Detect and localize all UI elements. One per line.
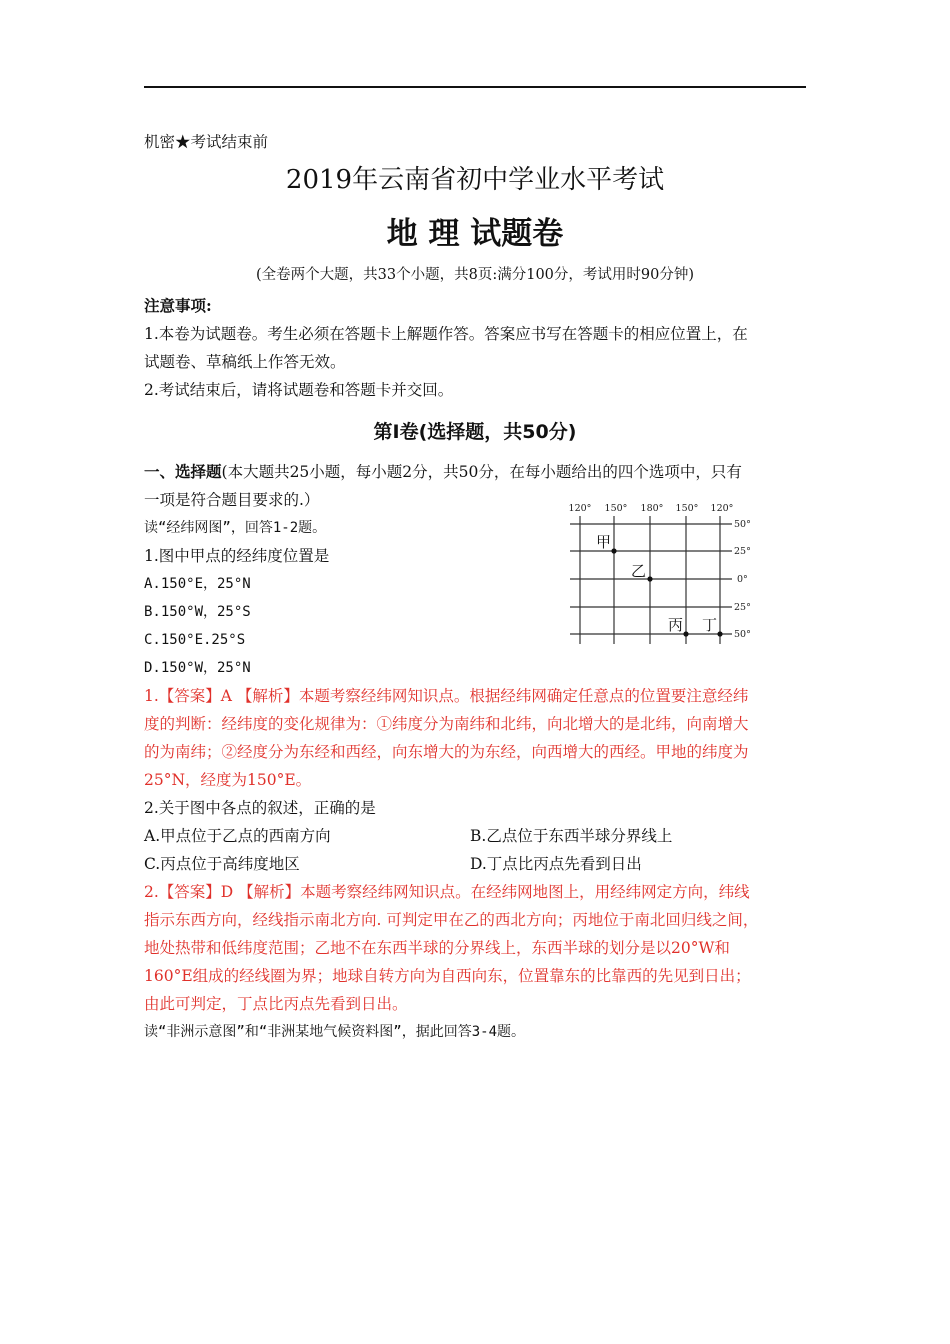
- point-jia-marker: [611, 548, 616, 553]
- notes-line: 试题卷、草稿纸上作答无效。: [144, 353, 346, 371]
- notes-heading: 注意事项:: [144, 296, 212, 315]
- lat-label: 50°: [734, 519, 751, 530]
- group2-prompt: 读“非洲示意图”和“非洲某地气候资料图”，据此回答3-4题。: [144, 1024, 525, 1040]
- point-jia-label: 甲: [596, 533, 612, 551]
- lon-label: 120°: [710, 503, 734, 514]
- q1-answer-line: 的为南纬；②经度分为东经和西经，向东增大的为东经，向西增大的西经。甲地的纬度为: [144, 743, 749, 761]
- notes-line: 2.考试结束后，请将试题卷和答题卡并交回。: [144, 381, 454, 399]
- q2-answer-line: 地处热带和低纬度范围；乙地不在东西半球的分界线上，东西半球的划分是以20°W和: [144, 939, 730, 957]
- graticule-figure: [560, 496, 760, 656]
- q1-option-c: C.150°E.25°S: [144, 632, 246, 648]
- q1-stem: 1.图中甲点的经纬度位置是: [144, 547, 330, 565]
- section-intro-text: (本大题共25小题，每小题2分，共50分，在每小题给出的四个选项中，只有: [221, 463, 742, 481]
- lon-label: 120°: [568, 503, 592, 514]
- q1-answer-line: 1.【答案】A 【解析】本题考察经纬网知识点。根据经纬网确定任意点的位置要注意经纬: [144, 687, 749, 705]
- lon-label: 150°: [604, 503, 628, 514]
- confidential-label: 机密★考试结束前: [144, 133, 269, 151]
- q2-answer-line: 2.【答案】D 【解析】本题考察经纬网知识点。在经纬网地图上，用经纬网定方向，纬线: [144, 883, 750, 901]
- subject-title: 地 理 试题卷: [386, 216, 564, 252]
- section-intro-label: 一、选择题: [144, 462, 222, 481]
- exam-title: 2019年云南省初中学业水平考试: [285, 165, 665, 195]
- exam-subtitle: (全卷两个大题，共33个小题，共8页:满分100分，考试用时90分钟): [256, 267, 694, 283]
- q1-option-d: D.150°W，25°N: [144, 660, 251, 676]
- notes-line: 1.本卷为试题卷。考生必须在答题卡上解题作答。答案应书写在答题卡的相应位置上，在: [144, 325, 748, 343]
- point-yi-label: 乙: [631, 562, 647, 580]
- header-rule: [144, 86, 806, 88]
- q2-answer-line: 指示东西方向，经线指示南北方向. 可判定甲在乙的西北方向；丙地位于南北回归线之间，: [144, 911, 759, 929]
- q1-option-b: B.150°W，25°S: [144, 604, 251, 620]
- q2-option-c: C.丙点位于高纬度地区: [144, 855, 300, 873]
- lon-label: 150°: [675, 503, 699, 514]
- point-bing-marker: [683, 631, 688, 636]
- point-ding-marker: [717, 631, 722, 636]
- point-ding-label: 丁: [702, 616, 718, 634]
- lat-label: 25°: [734, 546, 751, 557]
- q2-option-b: B.乙点位于东西半球分界线上: [470, 827, 673, 845]
- point-bing-label: 丙: [668, 616, 684, 634]
- section-intro-line2: 一项是符合题目要求的.）: [144, 491, 320, 509]
- lat-label: 0°: [737, 574, 748, 585]
- point-yi-marker: [647, 576, 652, 581]
- q1-answer-line: 25°N，经度为150°E。: [144, 771, 312, 789]
- q2-stem: 2.关于图中各点的叙述，正确的是: [144, 799, 376, 817]
- q1-answer-line: 度的判断：经纬度的变化规律为：①纬度分为南纬和北纬，向北增大的是北纬，向南增大: [144, 715, 749, 733]
- q2-answer-line: 由此可判定，丁点比丙点先看到日出。: [144, 995, 408, 1013]
- section-title: 第Ⅰ卷(选择题，共50分): [373, 421, 577, 443]
- group1-prompt: 读“经纬网图”，回答1-2题。: [144, 520, 327, 536]
- q1-option-a: A.150°E，25°N: [144, 576, 251, 592]
- q2-option-a: A.甲点位于乙点的西南方向: [144, 827, 331, 845]
- q2-answer-line: 160°E组成的经线圈为界；地球自转方向为自西向东，位置靠东的比靠西的先见到日出；: [144, 967, 751, 985]
- lon-label: 180°: [640, 503, 664, 514]
- section-intro: [144, 458, 742, 486]
- lat-label: 50°: [734, 629, 751, 640]
- lat-label: 25°: [734, 602, 751, 613]
- q2-option-d: D.丁点比丙点先看到日出: [470, 855, 642, 873]
